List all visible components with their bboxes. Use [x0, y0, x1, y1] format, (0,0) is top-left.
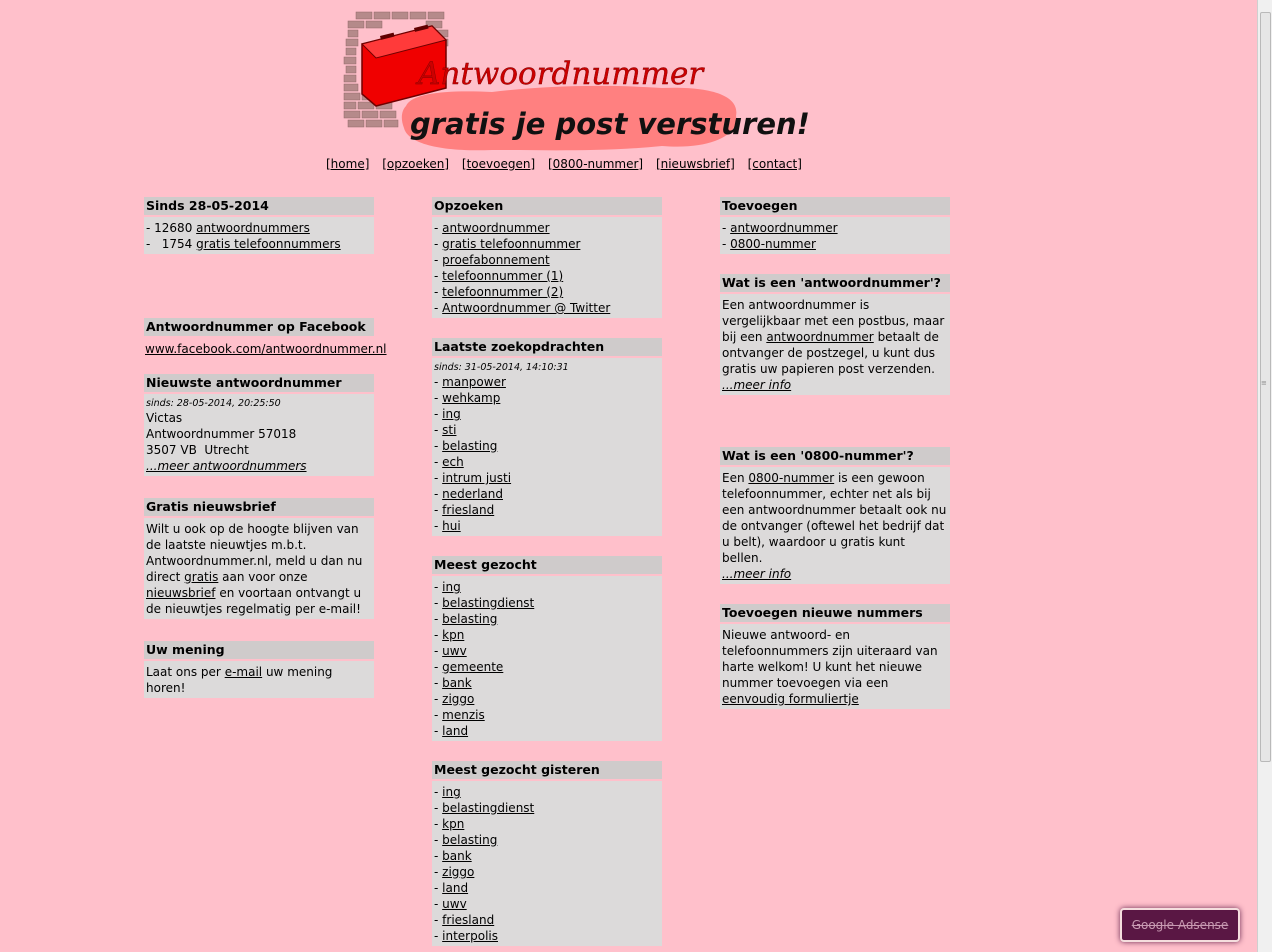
- gratis-link[interactable]: gratis: [184, 570, 219, 584]
- newsletter-title: Gratis nieuwsbrief: [144, 498, 374, 516]
- latest-search-item: - hui: [434, 519, 461, 533]
- most-yesterday-link[interactable]: ziggo: [442, 865, 475, 879]
- lookup-item: - telefoonnummer (1): [434, 269, 564, 283]
- what-antwoordnummer-box: [720, 274, 950, 395]
- latest-search-item: - ech: [434, 455, 464, 469]
- count-antwoordnummers: 12680: [154, 221, 193, 235]
- most-yesterday-link[interactable]: belastingdienst: [442, 801, 535, 815]
- most-yesterday-item: - belasting: [434, 833, 498, 847]
- newsletter-box: [144, 498, 374, 619]
- latest-search-item: - manpower: [434, 375, 506, 389]
- more-info-0800-link[interactable]: ...meer info: [722, 567, 792, 581]
- since-row-telefoonnummers: - 1754 gratis telefoonnummers: [146, 237, 341, 251]
- latest-search-item: - wehkamp: [434, 391, 501, 405]
- most-searched-item: - menzis: [434, 708, 485, 722]
- most-yesterday-link[interactable]: kpn: [442, 817, 465, 831]
- lookup-item: - antwoordnummer: [434, 221, 550, 235]
- most-yesterday-link[interactable]: belasting: [442, 833, 498, 847]
- latest-search-link[interactable]: sti: [442, 423, 457, 437]
- lookup-box: [432, 197, 662, 318]
- newest-since: sinds: 28-05-2014, 20:25:50: [146, 398, 281, 409]
- most-searched-box: [432, 556, 662, 741]
- most-searched-item: - belastingdienst: [434, 596, 535, 610]
- lookup-link[interactable]: telefoonnummer (2): [442, 285, 564, 299]
- most-searched-link[interactable]: gemeente: [442, 660, 504, 674]
- facebook-title: Antwoordnummer op Facebook: [144, 318, 374, 336]
- most-yesterday-list: [432, 779, 662, 946]
- scrollbar-grip-icon: ≡: [1261, 379, 1267, 387]
- logo-tagline: gratis je post versturen!: [410, 107, 810, 141]
- email-link[interactable]: e-mail: [224, 665, 263, 679]
- newest-postal: 3507 VB Utrecht: [146, 443, 249, 457]
- site-logo[interactable]: [342, 10, 810, 152]
- latest-search-link[interactable]: hui: [442, 519, 461, 533]
- since-title: Sinds 28-05-2014: [144, 197, 374, 215]
- add-link[interactable]: antwoordnummer: [730, 221, 838, 235]
- most-yesterday-item: - bank: [434, 849, 472, 863]
- vertical-scrollbar[interactable]: [1257, 0, 1272, 952]
- most-searched-link[interactable]: bank: [442, 676, 472, 690]
- most-searched-list: [432, 574, 662, 741]
- lookup-link[interactable]: proefabonnement: [442, 253, 550, 267]
- lookup-link[interactable]: antwoordnummer: [442, 221, 550, 235]
- most-yesterday-link[interactable]: friesland: [442, 913, 495, 927]
- lookup-link[interactable]: gratis telefoonnummer: [442, 237, 581, 251]
- opinion-box: [144, 641, 374, 698]
- what-0800-box: [720, 447, 950, 584]
- more-info-antwoordnummer-link[interactable]: ...meer info: [722, 378, 792, 392]
- since-row-antwoordnummers: - 12680 antwoordnummers: [146, 221, 310, 235]
- most-searched-link[interactable]: menzis: [442, 708, 485, 722]
- latest-searches-list: [434, 374, 660, 534]
- facebook-box: [144, 318, 387, 359]
- add-box: [720, 197, 950, 254]
- most-yesterday-item: - uwv: [434, 897, 467, 911]
- most-searched-item: - belasting: [434, 612, 498, 626]
- facebook-link[interactable]: www.facebook.com/antwoordnummer.nl: [145, 342, 387, 356]
- nav-contact[interactable]: [contact]: [747, 157, 802, 171]
- most-yesterday-link[interactable]: interpolis: [442, 929, 498, 943]
- add-item: - antwoordnummer: [722, 221, 838, 235]
- nav-nieuwsbrief[interactable]: [nieuwsbrief]: [655, 157, 735, 171]
- most-yesterday-link[interactable]: land: [442, 881, 469, 895]
- most-yesterday-title: Meest gezocht gisteren: [432, 761, 662, 779]
- latest-search-item: - belasting: [434, 439, 498, 453]
- most-searched-item: - land: [434, 724, 469, 738]
- latest-searches-title: Laatste zoekopdrachten: [432, 338, 662, 356]
- most-yesterday-item: - friesland: [434, 913, 495, 927]
- antwoordnummer-info-link[interactable]: antwoordnummer: [766, 330, 874, 344]
- most-searched-item: - kpn: [434, 628, 465, 642]
- most-searched-item: - uwv: [434, 644, 467, 658]
- lookup-item: - proefabonnement: [434, 253, 550, 267]
- most-searched-item: - ziggo: [434, 692, 475, 706]
- most-yesterday-link[interactable]: uwv: [442, 897, 467, 911]
- newest-name: Victas: [146, 411, 183, 425]
- latest-search-link[interactable]: nederland: [442, 487, 503, 501]
- latest-search-link[interactable]: wehkamp: [442, 391, 501, 405]
- most-searched-link[interactable]: uwv: [442, 644, 467, 658]
- latest-search-item: - intrum justi: [434, 471, 512, 485]
- what-antwoordnummer-title: Wat is een 'antwoordnummer'?: [720, 274, 950, 292]
- add-list: [720, 215, 950, 254]
- most-searched-link[interactable]: belastingdienst: [442, 596, 535, 610]
- nav-toevoegen[interactable]: [toevoegen]: [461, 157, 536, 171]
- since-box: [144, 197, 374, 254]
- latest-search-link[interactable]: ech: [442, 455, 464, 469]
- right-column: [720, 197, 950, 709]
- nav-home[interactable]: [home]: [326, 157, 370, 171]
- what-antwoordnummer-text: Een antwoordnummer is vergelijkbaar met een postbus, maar bij een antwoordnummer betaalt de ontvanger de postzegel, u kunt dus gratis uw papieren post verzenden. ...meer info: [720, 292, 950, 395]
- mailbox-logo-graphic: [342, 10, 810, 152]
- most-yesterday-item: - kpn: [434, 817, 465, 831]
- most-searched-title: Meest gezocht: [432, 556, 662, 574]
- most-yesterday-item: - ziggo: [434, 865, 475, 879]
- most-yesterday-item: - interpolis: [434, 929, 498, 943]
- latest-search-item: - nederland: [434, 487, 503, 501]
- main-nav: [326, 157, 811, 171]
- lookup-title: Opzoeken: [432, 197, 662, 215]
- latest-searches-since: sinds: 31-05-2014, 14:10:31: [434, 362, 569, 373]
- lookup-item: - Antwoordnummer @ Twitter: [434, 301, 611, 315]
- most-searched-item: - ing: [434, 580, 461, 594]
- latest-search-link[interactable]: belasting: [442, 439, 498, 453]
- most-searched-item: - gemeente: [434, 660, 504, 674]
- newest-title: Nieuwste antwoordnummer: [144, 374, 374, 392]
- google-adsense-badge[interactable]: Google Adsense: [1120, 908, 1240, 942]
- what-0800-title: Wat is een '0800-nummer'?: [720, 447, 950, 465]
- most-searched-link[interactable]: land: [442, 724, 469, 738]
- formuliertje-link[interactable]: eenvoudig formuliertje: [722, 692, 859, 706]
- most-searched-link[interactable]: belasting: [442, 612, 498, 626]
- latest-search-item: - friesland: [434, 503, 495, 517]
- middle-column: [432, 197, 662, 946]
- most-yesterday-link[interactable]: bank: [442, 849, 472, 863]
- scrollbar-thumb[interactable]: [1260, 12, 1271, 762]
- lookup-item: - telefoonnummer (2): [434, 285, 564, 299]
- left-column: [144, 197, 387, 698]
- most-yesterday-item: - land: [434, 881, 469, 895]
- newsletter-text: Wilt u ook op de hoogte blijven van de laatste nieuwtjes m.b.t. Antwoordnummer.nl, meld u dan nu direct gratis aan voor onze nieuwsbrief en voortaan ontvangt u de nieuwtjes regelmatig per e-mail!: [144, 516, 374, 619]
- most-yesterday-item: - belastingdienst: [434, 801, 535, 815]
- add-link[interactable]: 0800-nummer: [730, 237, 816, 251]
- nav-0800-nummer[interactable]: [0800-nummer]: [547, 157, 644, 171]
- most-searched-link[interactable]: ziggo: [442, 692, 475, 706]
- latest-search-link[interactable]: friesland: [442, 503, 495, 517]
- lookup-list: [432, 215, 662, 318]
- 0800-nummer-info-link[interactable]: 0800-nummer: [748, 471, 835, 485]
- add-title: Toevoegen: [720, 197, 950, 215]
- what-0800-text: Een 0800-nummer is een gewoon telefoonnummer, echter net als bij een antwoordnummer betaalt ook nu de ontvanger (oftewel het bedrijf dat u belt), waardoor u gratis kunt bellen. ...meer info: [720, 465, 950, 584]
- add-new-box: [720, 604, 950, 709]
- latest-search-item: - ing: [434, 407, 461, 421]
- most-searched-item: - bank: [434, 676, 472, 690]
- nav-opzoeken[interactable]: [opzoeken]: [382, 157, 450, 171]
- opinion-title: Uw mening: [144, 641, 374, 659]
- newest-number: Antwoordnummer 57018: [146, 427, 297, 441]
- add-item: - 0800-nummer: [722, 237, 816, 251]
- add-new-text: Nieuwe antwoord- en telefoonnummers zijn uiteraard van harte welkom! U kunt het nieuwe nummer toevoegen via een eenvoudig formuliertje: [720, 622, 950, 709]
- link-antwoordnummers[interactable]: antwoordnummers: [196, 221, 310, 235]
- lookup-link[interactable]: Antwoordnummer @ Twitter: [442, 301, 611, 315]
- latest-search-link[interactable]: intrum justi: [442, 471, 512, 485]
- nieuwsbrief-link[interactable]: nieuwsbrief: [146, 586, 216, 600]
- link-gratis-telefoonnummers[interactable]: gratis telefoonnummers: [196, 237, 341, 251]
- count-telefoonnummers: 1754: [161, 237, 193, 251]
- latest-search-item: - sti: [434, 423, 457, 437]
- most-yesterday-box: [432, 761, 662, 946]
- lookup-item: - gratis telefoonnummer: [434, 237, 581, 251]
- most-yesterday-item: - ing: [434, 785, 461, 799]
- newest-box: [144, 374, 374, 476]
- logo-title: Antwoordnummer: [418, 56, 704, 92]
- most-searched-link[interactable]: ing: [442, 580, 461, 594]
- lookup-link[interactable]: telefoonnummer (1): [442, 269, 564, 283]
- most-yesterday-link[interactable]: ing: [442, 785, 461, 799]
- latest-searches-box: [432, 338, 662, 536]
- more-antwoordnummers-link[interactable]: ...meer antwoordnummers: [146, 459, 307, 473]
- opinion-text: Laat ons per e-mail uw mening horen!: [144, 659, 374, 698]
- latest-search-link[interactable]: manpower: [442, 375, 506, 389]
- latest-search-link[interactable]: ing: [442, 407, 461, 421]
- most-searched-link[interactable]: kpn: [442, 628, 465, 642]
- add-new-title: Toevoegen nieuwe nummers: [720, 604, 950, 622]
